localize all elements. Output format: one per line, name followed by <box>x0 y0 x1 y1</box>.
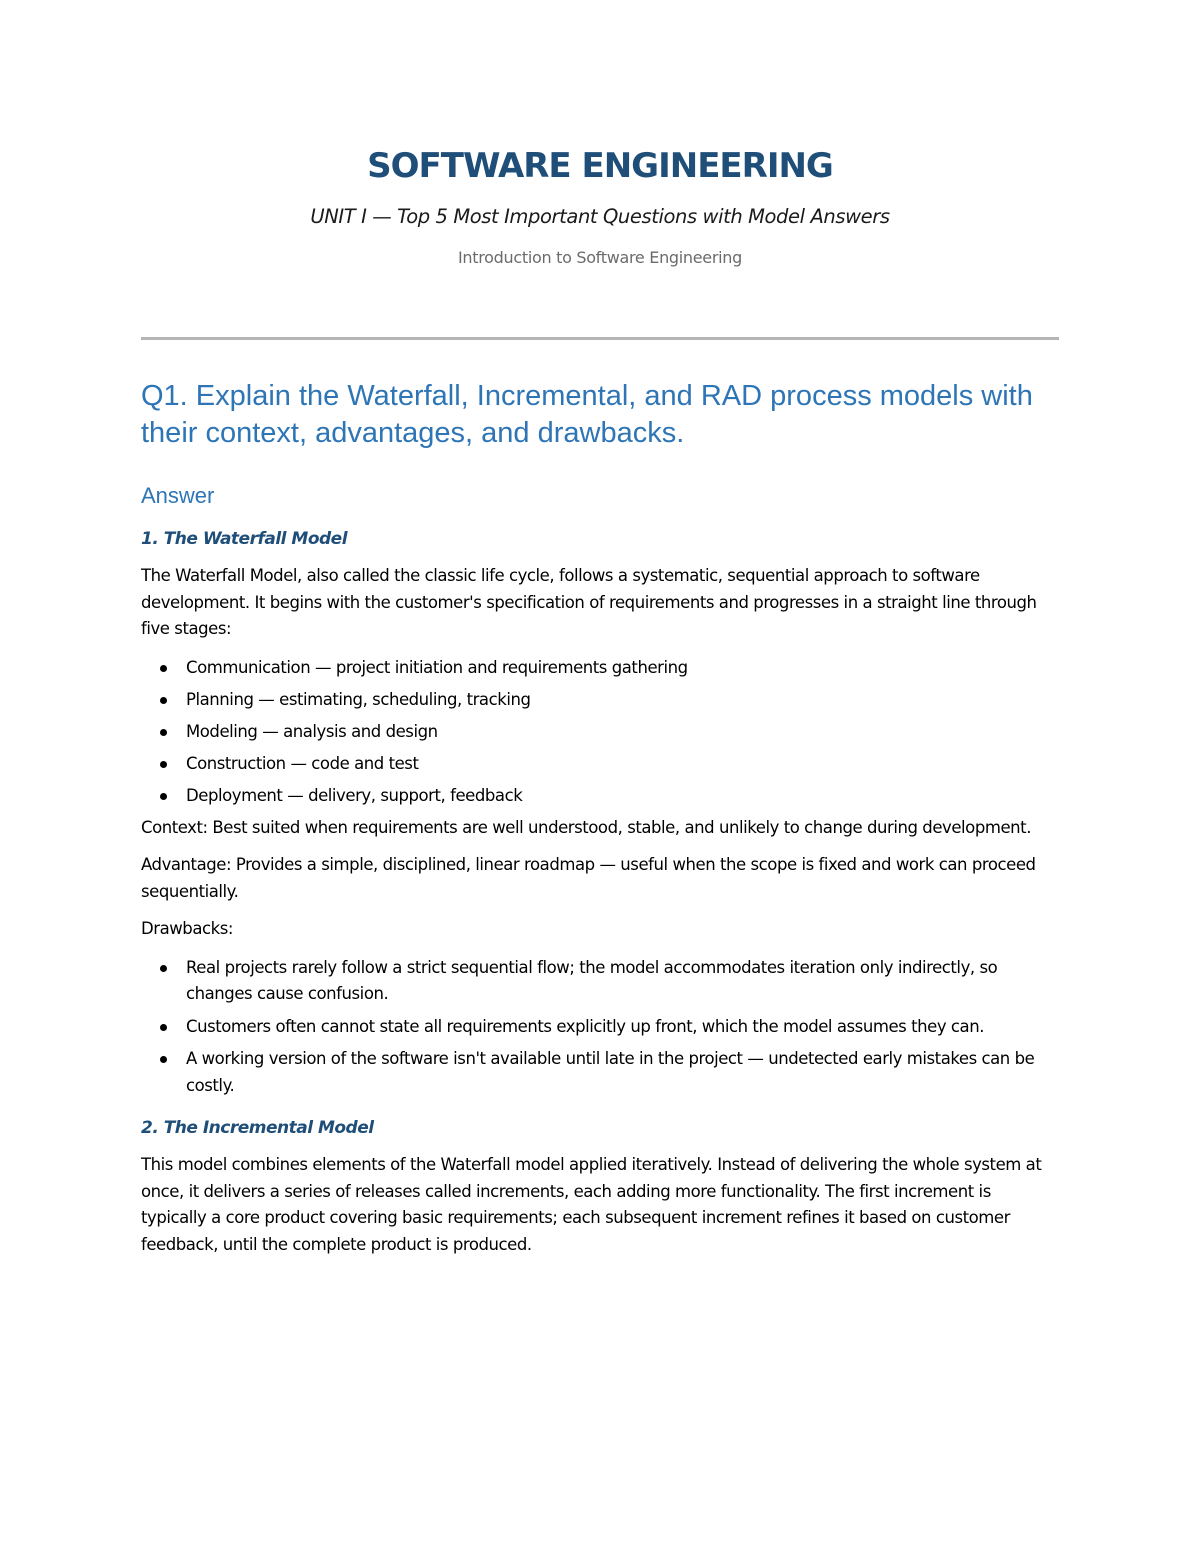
list-item <box>141 687 1059 714</box>
document-title: SOFTWARE ENGINEERING <box>367 146 833 186</box>
list-item-text: Deployment — delivery, support, feedback <box>186 785 523 805</box>
list-item <box>141 955 1059 1008</box>
list-item <box>141 1014 1059 1041</box>
list-item <box>141 719 1059 746</box>
waterfall-drawbacks-list <box>141 955 1059 1100</box>
list-item-text: Customers often cannot state all requirements explicitly up front, which the model assumes they can. <box>186 1016 985 1036</box>
list-item <box>141 783 1059 810</box>
document-subtitle: UNIT I — Top 5 Most Important Questions with Model Answers <box>310 205 890 228</box>
waterfall-intro: The Waterfall Model, also called the classic life cycle, follows a systematic, sequential approach to software development. It begins with the customer's specification of requirements and progresses in a straight line through five stages: <box>141 566 1037 638</box>
waterfall-advantage: Advantage: Provides a simple, disciplined, linear roadmap — useful when the scope is fixed and work can proceed sequentially. <box>141 855 1036 901</box>
bullet-icon <box>160 965 167 972</box>
bullet-icon <box>160 761 167 768</box>
waterfall-stages-list <box>141 655 1059 810</box>
incremental-heading: 2. The Incremental Model <box>141 1118 374 1138</box>
bullet-icon <box>160 665 167 672</box>
waterfall-context: Context: Best suited when requirements are well understood, stable, and unlikely to change during development. <box>141 817 1031 837</box>
waterfall-drawbacks-label: Drawbacks: <box>141 919 233 938</box>
bullet-icon <box>160 729 167 736</box>
list-item-text: A working version of the software isn't available until late in the project — undetected early mistakes can be costly. <box>186 1049 1035 1095</box>
incremental-intro: This model combines elements of the Waterfall model applied iteratively. Instead of delivering the whole system at once, it delivers a series of releases called increments, each adding more functionality. The first increment is typically a core product covering basic requirements; each subsequent increment refines it based on customer feedback, until the complete product is produced. <box>141 1155 1042 1254</box>
list-item-text: Modeling — analysis and design <box>186 721 438 741</box>
bullet-icon <box>160 1024 167 1031</box>
list-item-text: Construction — code and test <box>186 753 419 773</box>
list-item-text: Planning — estimating, scheduling, tracking <box>186 689 531 709</box>
waterfall-heading: 1. The Waterfall Model <box>141 529 348 549</box>
document-content <box>141 378 1059 1258</box>
header-divider <box>141 337 1059 340</box>
list-item <box>141 1046 1059 1099</box>
list-item <box>141 655 1059 682</box>
list-item-text: Real projects rarely follow a strict sequential flow; the model accommodates iteration only indirectly, so changes cause confusion. <box>186 957 998 1003</box>
document-tagline: Introduction to Software Engineering <box>458 248 742 267</box>
bullet-icon <box>160 697 167 704</box>
answer-heading: Answer <box>141 483 215 508</box>
list-item <box>141 751 1059 778</box>
bullet-icon <box>160 793 167 800</box>
list-item-text: Communication — project initiation and requirements gathering <box>186 657 688 677</box>
bullet-icon <box>160 1056 167 1063</box>
question-heading: Q1. Explain the Waterfall, Incremental, and RAD process models with their context, advantages, and drawbacks. <box>141 380 1033 449</box>
